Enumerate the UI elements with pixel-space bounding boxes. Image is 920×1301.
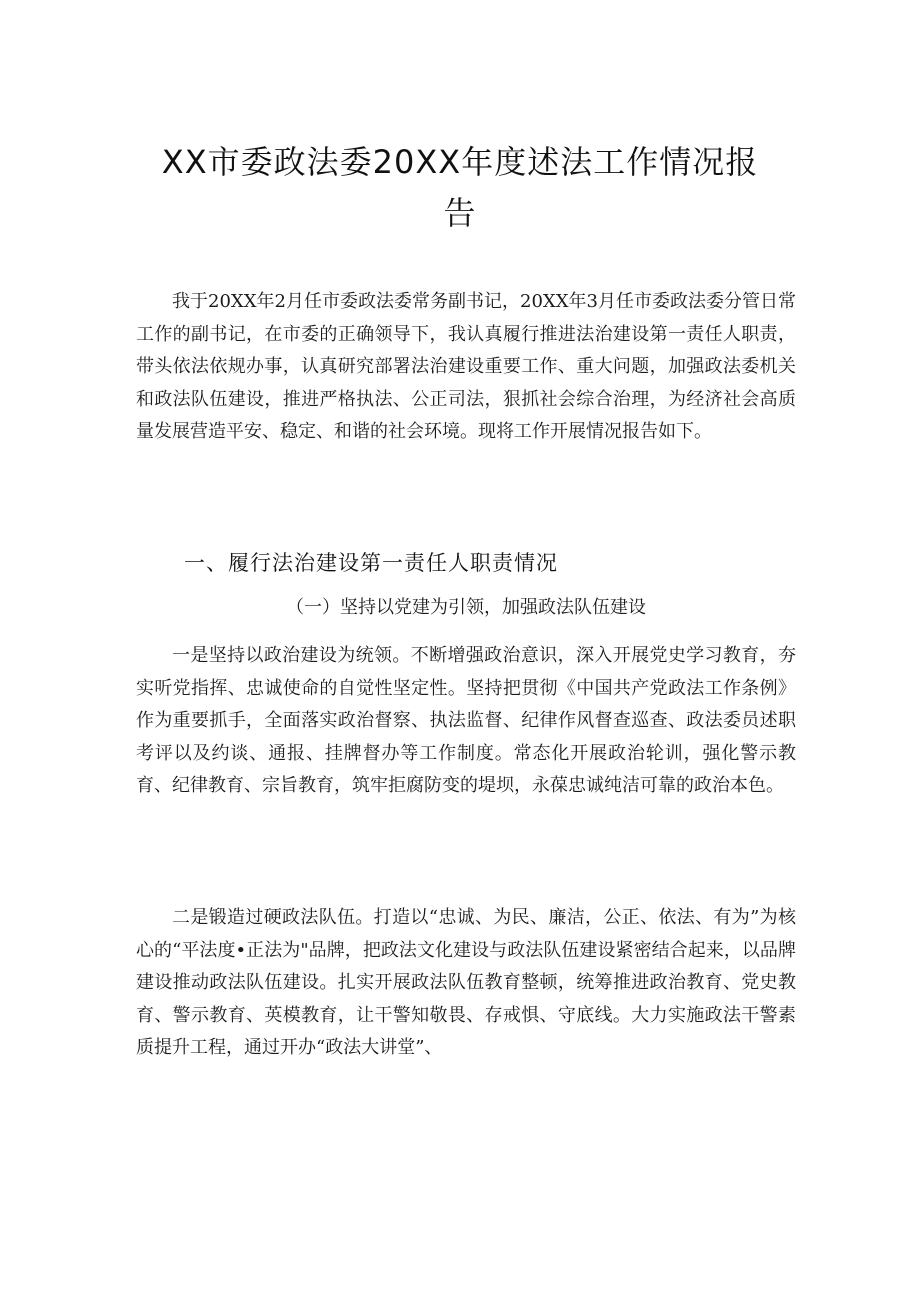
section-heading: 一、履行法治建设第一责任人职责情况 (184, 551, 558, 575)
intro-paragraph: 我于20XX年2月任市委政法委常务副书记，20XX年3月任市委政法委分管日常工作的副书记，在市委的正确领导下，我认真履行推进法治建设第一责任人职责，带头依法依规办事，认真研究部署法治建设重要工作、重大问题，加强政法委机关和政法队伍建设，推进严格执法、公正司法，狠抓社会综合治理，为经济社会高质量发展营造平安、稳定、和谐的社会环境。现将工作开展情况报告如下。 (136, 291, 796, 443)
paragraph-two: 二是锻造过硬政法队伍。打造以“忠诚、为民、廉洁，公正、依法、有为”为核心的“平法度•正法为"品牌，把政法文化建设与政法队伍建设紧密结合起来，以品牌建设推动政法队伍建设。扎实开展政法队伍教育整顿，统筹推进政治教育、党史教育、警示教育、英模教育，让干警知敬畏、存戒惧、守底线。大力实施政法干警素质提升工程，通过开办“政法大讲堂”、 (136, 907, 796, 1059)
intro-paragraph-block (136, 286, 796, 449)
document-title: XX市委政法委20XX年度述法工作情况报 (161, 143, 759, 181)
paragraph-one: 一是坚持以政治建设为统领。不断增强政治意识，深入开展党史学习教育，夯实听党指挥、忠诚使命的自觉性坚定性。坚持把贯彻《中国共产党政法工作条例》作为重要抓手，全面落实政治督察、执法监督、纪律作风督查巡查、政法委员述职考评以及约谈、通报、挂牌督办等工作制度。常态化开展政治轮训，强化警示教育、纪律教育、宗旨教育，筑牢拒腐防变的堤坝，永葆忠诚纯洁可靠的政治本色。 (136, 645, 796, 797)
document-title-continued: 告 (443, 194, 477, 232)
subsection-heading: （一）坚持以党建为引领，加强政法队伍建设 (286, 597, 646, 618)
paragraph-two-block (136, 902, 796, 1065)
paragraph-one-block (136, 640, 796, 803)
